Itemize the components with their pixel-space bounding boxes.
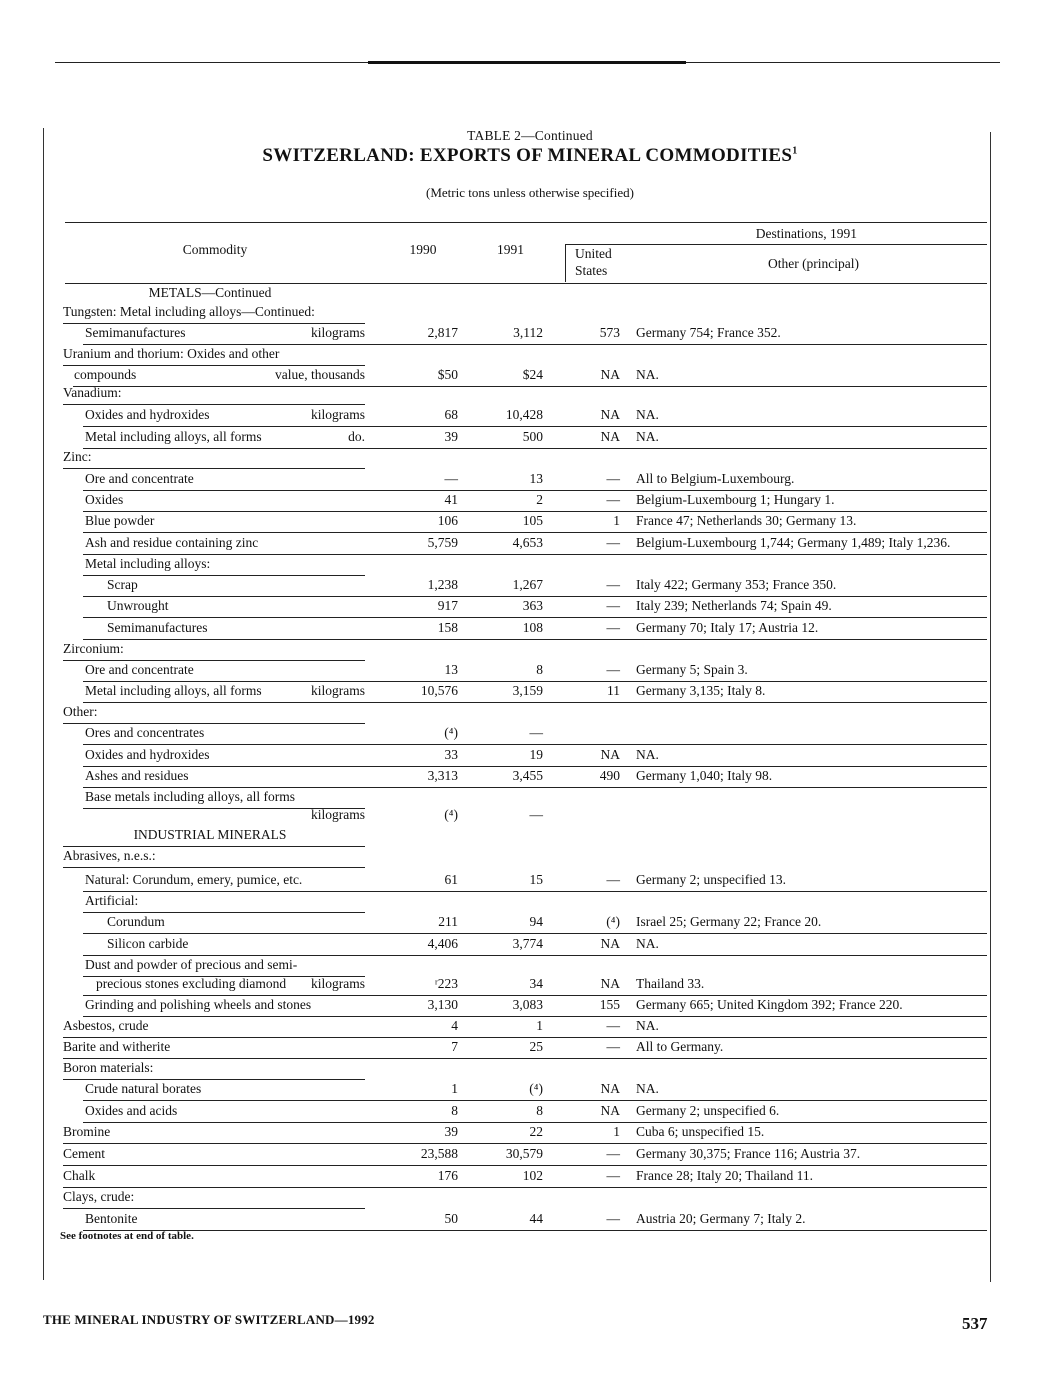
commodity-name: Grinding and polishing wheels and stones [85,997,312,1012]
value-1991: 25 [529,1039,543,1054]
value-united-states: NA [600,429,620,444]
value-1991: 1,267 [512,577,543,592]
value-other-destinations: NA. [636,367,659,382]
header-destinations: Destinations, 1991 [755,226,857,241]
commodity-name: Oxides and hydroxides [85,407,210,422]
value-1991: 34 [529,976,543,991]
value-other-destinations: Germany 754; France 352. [636,325,781,340]
value-1990: 211 [438,914,458,929]
group-heading-row [0,892,1060,914]
value-1990: 33 [444,747,458,762]
commodity-name: Silicon carbide [107,936,189,951]
commodity-name: Unwrought [107,598,169,613]
commodity-name: Abrasives, n.e.s.: [63,848,156,863]
row-rule [83,744,365,745]
value-1991: — [529,725,543,740]
value-other-destinations: Italy 422; Germany 353; France 350. [636,577,837,592]
section-heading: METALS—Continued [148,285,272,300]
commodity-name: Asbestos, crude [63,1018,149,1033]
commodity-name: Boron materials: [63,1060,154,1075]
group-heading-row [0,384,1060,406]
value-united-states: — [606,1018,620,1033]
section-heading-row [0,826,1060,848]
value-other-destinations: Germany 2; unspecified 6. [636,1103,780,1118]
header-commodity: Commodity [182,242,248,257]
value-1991: 13 [529,471,543,486]
value-united-states: 1 [613,513,620,528]
commodity-name: Corundum [107,914,165,929]
value-united-states: NA [600,1103,620,1118]
value-1990: 4,406 [427,936,458,951]
value-1991: 105 [522,513,543,528]
commodity-name: Vanadium: [63,385,122,400]
value-1991: 3,455 [512,768,543,783]
value-1990: 61 [444,872,458,887]
commodity-name: Base metals including alloys, all forms [85,789,295,804]
value-other-destinations: Belgium-Luxembourg 1,744; Germany 1,489; Italy 1,236. [636,535,951,550]
value-1990: 5,759 [427,535,458,550]
value-1991: (⁴) [529,1081,543,1096]
value-united-states: 155 [599,997,620,1012]
value-1991: 1 [536,1018,543,1033]
table-row [0,1167,1060,1189]
commodity-name: Metal including alloys, all forms [85,683,262,698]
value-united-states: NA [600,407,620,422]
commodity-name: Zirconium: [63,641,124,656]
commodity-name: Ore and concentrate [85,471,194,486]
table-title-footnote-mark: 1 [792,145,798,157]
commodity-name: Semimanufactures [85,325,186,340]
header-destinations-rule [565,244,987,245]
value-other-destinations: Germany 1,040; Italy 98. [636,768,773,783]
commodity-name: Barite and witherite [63,1039,171,1054]
row-rule [63,404,365,405]
value-united-states: — [606,872,620,887]
row-rule-values [365,1165,987,1166]
value-1990: (⁴) [444,725,458,740]
table-row [0,1210,1060,1232]
value-1990: 13 [444,662,458,677]
unit-label: kilograms [311,976,365,991]
header-top-rule [65,222,987,223]
value-1991: 4,653 [512,535,543,550]
value-1991: $24 [522,367,543,382]
commodity-name: Crude natural borates [85,1081,202,1096]
group-heading-row [0,345,1060,367]
commodity-name: Dust and powder of precious and semi- [85,957,298,972]
row-rule-values [365,1230,987,1231]
value-united-states: 573 [599,325,620,340]
value-other-destinations: NA. [636,407,659,422]
value-1991: 500 [522,429,543,444]
group-heading-row [0,555,1060,577]
commodity-name: Semimanufactures [107,620,208,635]
commodity-name: Chalk [63,1168,96,1183]
value-other-destinations: Thailand 33. [636,976,705,991]
value-united-states: — [606,577,620,592]
value-1991: 3,083 [512,997,543,1012]
table-row [0,913,1060,935]
commodity-name: Other: [63,704,98,719]
value-other-destinations: Israel 25; Germany 22; France 20. [636,914,822,929]
commodity-name: Clays, crude: [63,1189,135,1204]
value-1990: 176 [437,1168,458,1183]
value-1990: 2,817 [427,325,458,340]
table-row [0,767,1060,789]
value-1990: (⁴) [444,807,458,822]
row-rule-values [365,1143,987,1144]
value-united-states: NA [600,747,620,762]
group-heading-row [0,303,1060,325]
value-1990: 39 [444,429,458,444]
value-other-destinations: All to Belgium-Luxembourg. [636,471,795,486]
commodity-name: Oxides and hydroxides [85,747,210,762]
commodity-name: Blue powder [85,513,155,528]
row-rule [83,532,365,533]
value-1990: 39 [444,1124,458,1139]
row-rule [63,1165,365,1166]
value-1990: 23,588 [420,1146,458,1161]
row-rule-values [365,532,987,533]
row-rule-values [365,426,987,427]
table-row [0,975,1060,997]
value-other-destinations: NA. [636,1018,659,1033]
value-united-states: NA [600,1081,620,1096]
table-subtitle: (Metric tons unless otherwise specified) [426,185,634,200]
row-rule [83,617,365,618]
unit-label: do. [348,429,365,444]
value-other-destinations: Germany 5; Spain 3. [636,662,748,677]
unit-label: kilograms [311,325,365,340]
value-1991: 3,112 [513,325,543,340]
value-1991: 102 [522,1168,543,1183]
value-united-states: — [606,662,620,677]
value-1990: 917 [437,598,458,613]
value-other-destinations: NA. [636,747,659,762]
table-row [0,597,1060,619]
table-row [0,470,1060,492]
table-row [0,1017,1060,1039]
value-united-states: — [606,471,620,486]
commodity-name: Bentonite [85,1211,138,1226]
table-row [0,661,1060,683]
group-heading-row [0,1188,1060,1210]
value-united-states: (⁴) [606,914,620,929]
unit-label: kilograms [311,807,365,822]
header-us-divider [565,244,566,282]
value-1991: 8 [536,662,543,677]
value-1990: 158 [437,620,458,635]
row-rule [83,1100,365,1101]
value-1991: 19 [529,747,543,762]
value-1990: 106 [437,513,458,528]
value-united-states: — [606,1211,620,1226]
header-united: United [575,246,612,261]
value-1990: 1 [451,1081,458,1096]
value-united-states: — [606,598,620,613]
header-1991: 1991 [497,242,524,257]
section-heading: INDUSTRIAL MINERALS [133,827,287,842]
commodity-name: Ores and concentrates [85,725,205,740]
footnote: See footnotes at end of table. [60,1230,194,1242]
value-united-states: — [606,620,620,635]
value-1991: 8 [536,1103,543,1118]
value-united-states: NA [600,976,620,991]
commodity-name: precious stones excluding diamond [96,976,287,991]
commodity-name: Ore and concentrate [85,662,194,677]
value-other-destinations: Italy 239; Netherlands 74; Spain 49. [636,598,832,613]
commodity-name: Zinc: [63,449,92,464]
value-1990: 3,130 [427,997,458,1012]
value-1991: 108 [522,620,543,635]
top-rule-accent [368,61,686,64]
row-rule [83,933,365,934]
value-1991: 15 [529,872,543,887]
table-title-text: SWITZERLAND: EXPORTS OF MINERAL COMMODITIES [262,145,793,166]
commodity-name: compounds [74,367,137,382]
value-other-destinations: NA. [636,429,659,444]
value-other-destinations: Cuba 6; unspecified 15. [636,1124,765,1139]
value-united-states: — [606,1168,620,1183]
commodity-name: Metal including alloys, all forms [85,429,262,444]
value-1990: ʳ223 [434,976,458,991]
row-rule-values [365,744,987,745]
group-heading-row [0,448,1060,470]
row-rule-values [365,933,987,934]
group-heading-row [0,640,1060,662]
value-united-states: — [606,1039,620,1054]
table-row [0,1145,1060,1167]
commodity-name: Artificial: [85,893,139,908]
value-1991: 10,428 [505,407,543,422]
value-other-destinations: Germany 3,135; Italy 8. [636,683,766,698]
value-1991: 94 [529,914,543,929]
value-1991: — [529,807,543,822]
value-1991: 2 [536,492,543,507]
value-united-states: 1 [613,1124,620,1139]
group-heading-row [0,703,1060,725]
table-row [0,428,1060,450]
table-row [0,1080,1060,1102]
value-1990: 50 [444,1211,458,1226]
table-row [0,576,1060,598]
value-1990: $50 [437,367,458,382]
footer-running-title: THE MINERAL INDUSTRY OF SWITZERLAND—1992 [43,1312,375,1327]
value-1990: 1,238 [427,577,458,592]
table-row [0,996,1060,1018]
unit-label: kilograms [311,683,365,698]
row-rule-values [365,617,987,618]
value-1991: 3,774 [512,936,543,951]
table-row [0,724,1060,746]
value-united-states: — [606,535,620,550]
commodity-name: Natural: Corundum, emery, pumice, etc. [85,872,303,887]
row-rule [63,1143,365,1144]
value-united-states: — [606,492,620,507]
commodity-name: Uranium and thorium: Oxides and other [63,346,280,361]
table-row [0,491,1060,513]
table-row [0,324,1060,346]
value-1990: 10,576 [420,683,458,698]
table-title [0,145,1060,167]
row-rule-values [365,1100,987,1101]
value-united-states: — [606,1146,620,1161]
value-1990: 3,313 [427,768,458,783]
value-united-states: NA [600,367,620,382]
table-row [0,1123,1060,1145]
value-1990: 68 [444,407,458,422]
commodity-name: Oxides and acids [85,1103,178,1118]
header-1990: 1990 [409,242,437,257]
unit-label: kilograms [311,407,365,422]
row-rule [63,1208,365,1209]
value-other-destinations: NA. [636,936,659,951]
value-united-states: 490 [599,768,620,783]
unit-label: value, thousands [275,367,365,382]
group-heading-row [0,847,1060,869]
value-united-states: 11 [607,683,620,698]
value-other-destinations: Germany 30,375; France 116; Austria 37. [636,1146,861,1161]
value-1991: 3,159 [512,683,543,698]
value-other-destinations: Germany 665; United Kingdom 392; France 220. [636,997,903,1012]
table-row [0,746,1060,768]
table-label: TABLE 2—Continued [467,128,593,143]
value-other-destinations: Germany 70; Italy 17; Austria 12. [636,620,819,635]
commodity-name: Cement [63,1146,105,1161]
commodity-name: Ashes and residues [85,768,189,783]
header-states: States [575,263,608,278]
value-other-destinations: Austria 20; Germany 7; Italy 2. [636,1211,806,1226]
table-row [0,935,1060,957]
table-row [0,512,1060,534]
value-other-destinations: NA. [636,1081,659,1096]
table-row [0,682,1060,704]
commodity-name: Oxides [85,492,124,507]
row-rule [63,468,365,469]
value-united-states: NA [600,936,620,951]
value-1991: 22 [529,1124,543,1139]
value-other-destinations: Belgium-Luxembourg 1; Hungary 1. [636,492,835,507]
header-other: Other (principal) [767,256,860,271]
table-row [0,619,1060,641]
row-rule [83,426,365,427]
commodity-name: Ash and residue containing zinc [85,535,259,550]
table-row [0,806,1060,828]
value-other-destinations: France 47; Netherlands 30; Germany 13. [636,513,857,528]
value-1991: 363 [522,598,543,613]
commodity-name: Scrap [107,577,138,592]
value-1990: 4 [451,1018,458,1033]
value-other-destinations: Germany 2; unspecified 13. [636,872,786,887]
commodity-name: Metal including alloys: [85,556,211,571]
table-row [0,871,1060,893]
table-row [0,1038,1060,1060]
table-row [0,534,1060,556]
row-rule [63,867,365,868]
commodity-name: Bromine [63,1124,111,1139]
page-number: 537 [962,1314,988,1333]
group-heading-row [0,1059,1060,1081]
value-1990: 8 [451,1103,458,1118]
value-other-destinations: All to Germany. [636,1039,724,1054]
value-other-destinations: France 28; Italy 20; Thailand 11. [636,1168,813,1183]
table-row [0,1102,1060,1124]
value-1990: 41 [444,492,458,507]
commodity-name: Tungsten: Metal including alloys—Continued: [63,304,315,319]
value-1991: 44 [529,1211,543,1226]
table-row [0,406,1060,428]
value-1990: — [444,471,458,486]
value-1990: 7 [451,1039,458,1054]
value-1991: 30,579 [505,1146,543,1161]
